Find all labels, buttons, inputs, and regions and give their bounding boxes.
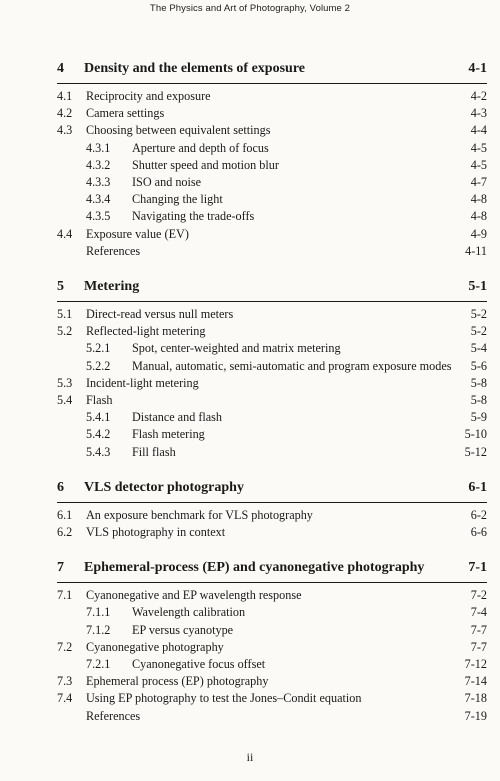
entry-page: 5-8 (470, 393, 487, 408)
chapter-title: VLS detector photography (84, 479, 244, 495)
entry-title: Navigating the trade-offs (132, 209, 255, 224)
entry-page: 5-9 (470, 410, 487, 425)
chapter-section (57, 479, 487, 541)
entry-title: Spot, center-weighted and matrix metering (132, 341, 341, 356)
entry-number: 5.4.3 (86, 444, 111, 459)
entry-page: 5-6 (470, 358, 487, 373)
chapter-title: Metering (84, 279, 140, 295)
entry-number: 7.1.2 (86, 622, 111, 637)
entry-number: 5.3 (57, 375, 73, 390)
subsection-entry[interactable] (57, 656, 487, 673)
entry-title: References (86, 243, 141, 258)
entry-title: Choosing between equivalent settings (86, 123, 271, 138)
section-entry[interactable] (57, 105, 487, 122)
subsection-entry[interactable] (57, 604, 487, 621)
page-number: ii (246, 750, 254, 764)
subsection-entry[interactable] (57, 622, 487, 639)
chapter-page: 6-1 (468, 479, 487, 495)
entry-title: Cyanonegative photography (86, 639, 224, 654)
chapter-number: 4 (57, 61, 64, 76)
chapter-page: 7-1 (468, 560, 487, 576)
entry-page: 4-9 (470, 226, 487, 241)
entry-number: 4.1 (57, 89, 73, 103)
section-entry[interactable] (57, 639, 487, 656)
entry-title: Camera settings (86, 106, 165, 121)
running-head: The Physics and Art of Photography, Volume 2 (149, 3, 351, 14)
subsection-entry[interactable] (57, 358, 487, 375)
entry-title: Aperture and depth of focus (132, 140, 269, 155)
entry-title: Cyanonegative focus offset (132, 657, 266, 672)
chapter-number: 7 (57, 560, 64, 576)
entry-page: 4-7 (470, 175, 487, 190)
entry-page: 5-10 (464, 427, 487, 442)
entry-title: Flash (86, 393, 113, 408)
entry-page: 4-8 (470, 209, 487, 224)
entry-title: Manual, automatic, semi-automatic and program exposure modes (132, 358, 452, 373)
chapter-section (57, 278, 487, 461)
subsection-entry[interactable] (57, 157, 487, 174)
entry-number: 7.1.1 (86, 605, 111, 620)
entry-page: 5-4 (470, 341, 487, 356)
entry-title: Reciprocity and exposure (86, 89, 211, 103)
section-entry[interactable] (57, 375, 487, 392)
entry-title: Cyanonegative and EP wavelength response (86, 588, 302, 603)
chapter-section (57, 559, 487, 725)
subsection-entry[interactable] (57, 191, 487, 208)
entry-title: ISO and noise (132, 175, 202, 190)
chapter-number: 5 (57, 279, 64, 295)
entry-page: 7-7 (470, 622, 487, 637)
entry-number: 4.3 (57, 123, 73, 138)
section-entry[interactable] (57, 392, 487, 409)
subsection-entry[interactable] (57, 208, 487, 225)
entry-number: 7.1 (57, 588, 73, 603)
entry-number: 4.3.2 (86, 157, 111, 172)
entry-page: 4-4 (470, 123, 487, 138)
references-entry[interactable] (57, 243, 487, 260)
entry-page: 5-2 (470, 307, 487, 322)
entry-title: Exposure value (EV) (86, 226, 189, 241)
entry-title: Direct-read versus null meters (86, 307, 234, 322)
subsection-entry[interactable] (57, 444, 487, 461)
entry-number: 5.2.1 (86, 341, 111, 356)
section-entry[interactable] (57, 507, 487, 524)
entry-number: 7.2 (57, 639, 73, 654)
entry-title: Wavelength calibration (132, 605, 246, 620)
subsection-entry[interactable] (57, 174, 487, 191)
entry-page: 7-18 (464, 691, 487, 706)
entry-title: Distance and flash (132, 410, 223, 425)
entry-title: Using EP photography to test the Jones–Condit equation (86, 691, 362, 706)
entry-page: 4-2 (470, 89, 487, 103)
entry-title: References (86, 708, 141, 723)
section-entry[interactable] (57, 306, 487, 323)
chapter-page: 4-1 (468, 61, 487, 76)
entry-page: 4-5 (470, 157, 487, 172)
entry-page: 5-12 (464, 444, 487, 459)
entry-number: 4.3.1 (86, 140, 111, 155)
entry-title: Reflected-light metering (86, 324, 206, 339)
entry-number: 5.4.1 (86, 410, 111, 425)
entry-number: 6.2 (57, 525, 73, 540)
entry-number: 7.4 (57, 691, 73, 706)
section-entry[interactable] (57, 587, 487, 604)
entry-page: 4-5 (470, 140, 487, 155)
section-entry[interactable] (57, 226, 487, 243)
section-entry[interactable] (57, 122, 487, 139)
subsection-entry[interactable] (57, 409, 487, 426)
entry-page: 4-3 (470, 106, 487, 121)
entry-number: 6.1 (57, 507, 73, 522)
chapter-page: 5-1 (468, 279, 487, 295)
chapter-title: Density and the elements of exposure (84, 61, 306, 76)
table-of-contents (57, 60, 487, 743)
entry-number: 5.4.2 (86, 427, 111, 442)
entry-title: Changing the light (132, 192, 223, 207)
entry-page: 7-19 (464, 708, 487, 723)
entry-page: 4-8 (470, 192, 487, 207)
entry-page: 7-7 (470, 639, 487, 654)
entry-number: 4.3.3 (86, 175, 111, 190)
entry-page: 7-2 (470, 588, 487, 603)
entry-title: An exposure benchmark for VLS photography (86, 507, 313, 522)
entry-title: Flash metering (132, 427, 205, 442)
chapter-number: 6 (57, 479, 64, 495)
entry-number: 5.2.2 (86, 358, 111, 373)
chapter-title: Ephemeral-process (EP) and cyanonegative photography (84, 560, 425, 576)
subsection-entry[interactable] (57, 140, 487, 157)
entry-number: 4.4 (57, 226, 73, 241)
subsection-entry[interactable] (57, 340, 487, 357)
entry-title: Shutter speed and motion blur (132, 157, 279, 172)
entry-page: 7-4 (470, 605, 487, 620)
entry-number: 4.3.4 (86, 192, 111, 207)
entry-number: 5.2 (57, 324, 73, 339)
section-entry[interactable] (57, 524, 487, 541)
entry-title: Incident-light metering (86, 375, 199, 390)
entry-page: 4-11 (465, 243, 487, 258)
chapter-heading[interactable] (57, 60, 487, 84)
entry-page: 5-8 (470, 375, 487, 390)
entry-page: 6-2 (470, 507, 487, 522)
entry-number: 4.3.5 (86, 209, 111, 224)
entry-page: 7-14 (464, 674, 487, 689)
entry-title: EP versus cyanotype (132, 622, 234, 637)
entry-number: 5.1 (57, 307, 73, 322)
subsection-entry[interactable] (57, 426, 487, 443)
entry-number: 5.4 (57, 393, 73, 408)
entry-title: Fill flash (132, 444, 176, 459)
entry-page: 6-6 (470, 525, 487, 540)
entry-number: 4.2 (57, 106, 73, 121)
chapter-heading[interactable] (57, 278, 487, 302)
entry-page: 5-2 (470, 324, 487, 339)
entry-number: 7.2.1 (86, 657, 111, 672)
section-entry[interactable] (57, 88, 487, 105)
chapter-heading[interactable] (57, 479, 487, 503)
section-entry[interactable] (57, 690, 487, 707)
chapter-section (57, 60, 487, 260)
section-entry[interactable] (57, 323, 487, 340)
entry-title: Ephemeral process (EP) photography (86, 674, 269, 689)
references-entry[interactable] (57, 708, 487, 725)
chapter-heading[interactable] (57, 559, 487, 583)
entry-page: 7-12 (464, 657, 487, 672)
entry-number: 7.3 (57, 674, 73, 689)
section-entry[interactable] (57, 673, 487, 690)
entry-title: VLS photography in context (86, 525, 226, 540)
